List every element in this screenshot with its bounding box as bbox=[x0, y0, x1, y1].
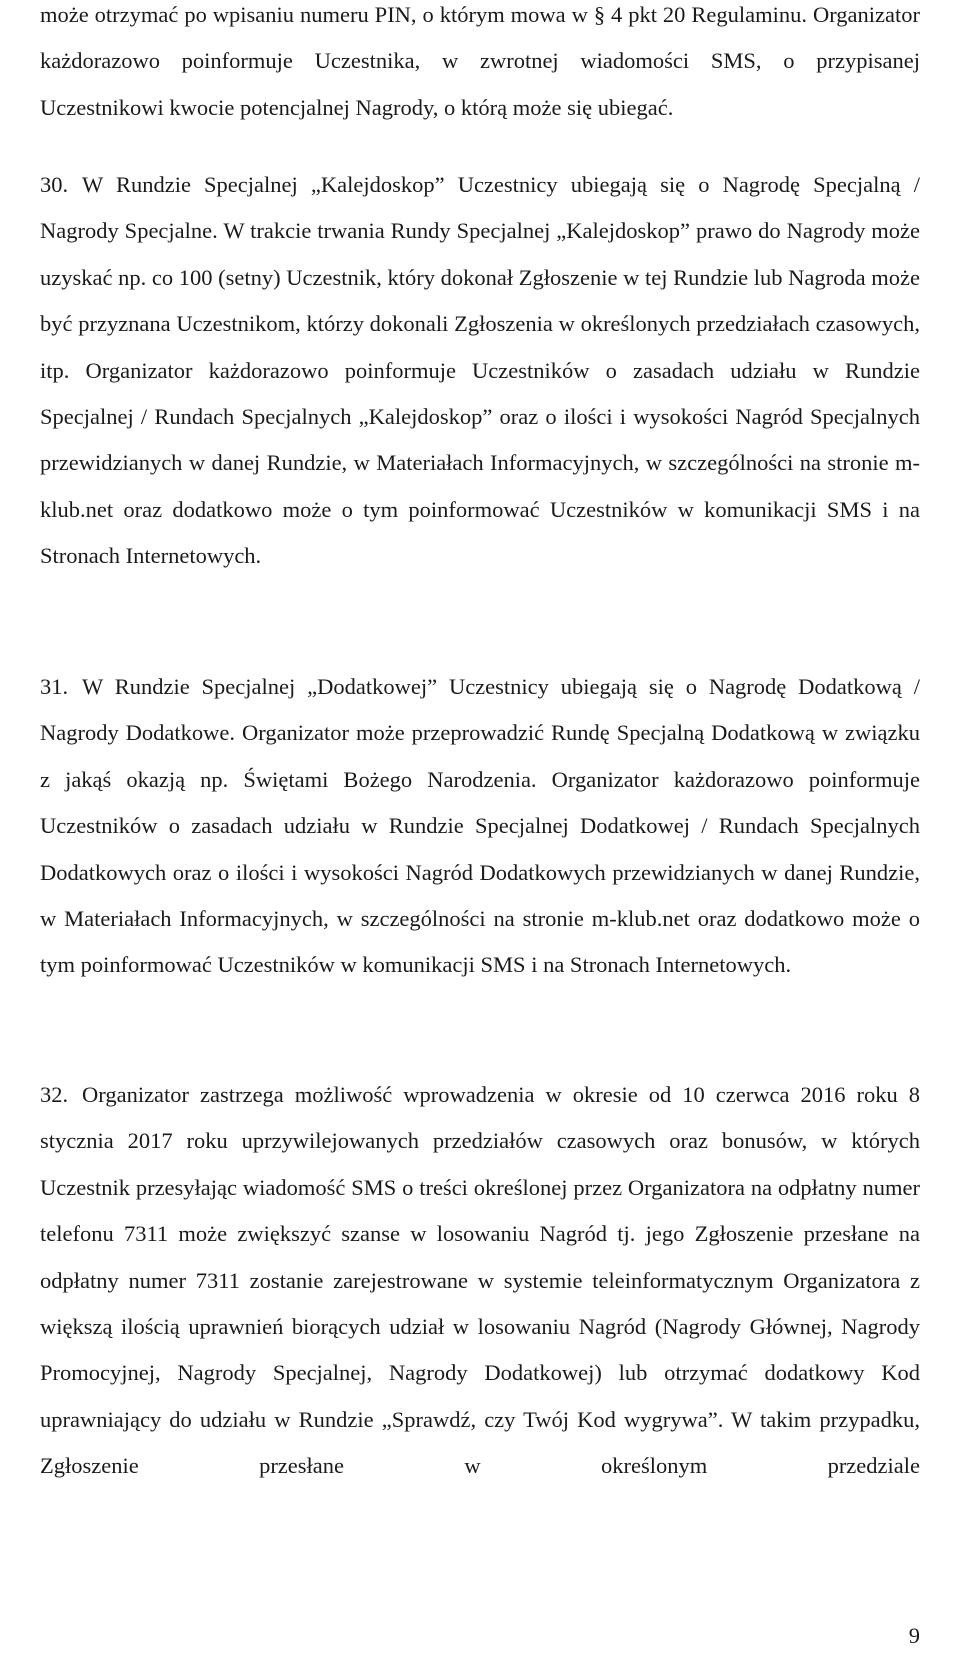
list-item-31 bbox=[40, 664, 920, 989]
page-number: 9 bbox=[908, 1623, 920, 1648]
list-item-number: 30. bbox=[40, 172, 69, 197]
list-item-number: 32. bbox=[40, 1082, 69, 1107]
list-item-text: W Rundzie Specjalnej „Kalejdoskop” Uczestnicy ubiegają się o Nagrodę Specjalną / Nagrody Specjalne. W trakcie trwania Rundy Specjalnej „Kalejdoskop” prawo do Nagrody może uzyskać np. co 100 (setny) Uczestnik, który dokonał Zgłoszenie w tej Rundzie lub Nagroda może być przyznana Uczestnikom, którzy dokonali Zgłoszenia w określonych przedziałach czasowych, itp. Organizator każdorazowo poinformuje Uczestników o zasadach udziału w Rundzie Specjalnej / Rundach Specjalnych „Kalejdoskop” oraz o ilości i wysokości Nagród Specjalnych przewidzianych w danej Rundzie, w Materiałach Informacyjnych, w szczególności na stronie m-klub.net oraz dodatkowo może o tym poinformować Uczestników w komunikacji SMS i na Stronach Internetowych. bbox=[40, 172, 920, 569]
list-item-30 bbox=[40, 162, 920, 580]
list-item-text: Organizator zastrzega możliwość wprowadzenia w okresie od 10 czerwca 2016 roku 8 stycznia 2017 roku uprzywilejowanych przedziałów czasowych oraz bonusów, w których Uczestnik przesyłając wiadomość SMS o treści określonej przez Organizatora na odpłatny numer telefonu 7311 może zwiększyć szanse w losowaniu Nagród tj. jego Zgłoszenie przesłane na odpłatny numer 7311 zostanie zarejestrowane w systemie teleinformatycznym Organizatora z większą ilością uprawnień biorących udział w losowaniu Nagród (Nagrody Głównej, Nagrody Promocyjnej, Nagrody Specjalnej, Nagrody Dodatkowej) lub otrzymać dodatkowy Kod uprawniający do udziału w Rundzie „Sprawdź, czy Twój Kod wygrywa”. W takim przypadku, Zgłoszenie przesłane w określonym przedziale bbox=[40, 1082, 920, 1479]
intro-paragraph: może otrzymać po wpisaniu numeru PIN, o którym mowa w § 4 pkt 20 Regulaminu. Organizator każdorazowo poinformuje Uczestnika, w zwrotnej wiadomości SMS, o przypisanej Uczestnikowi kwocie potencjalnej Nagrody, o którą może się ubiegać. bbox=[40, 2, 920, 120]
list-item-number: 31. bbox=[40, 674, 69, 699]
list-item-32 bbox=[40, 1072, 920, 1490]
list-item-text: W Rundzie Specjalnej „Dodatkowej” Uczestnicy ubiegają się o Nagrodę Dodatkową / Nagrody Dodatkowe. Organizator może przeprowadzić Rundę Specjalną Dodatkową w związku z jakąś okazją np. Świętami Bożego Narodzenia. Organizator każdorazowo poinformuje Uczestników o zasadach udziału w Rundzie Specjalnej Dodatkowej / Rundach Specjalnych Dodatkowych oraz o ilości i wysokości Nagród Dodatkowych przewidzianych w danej Rundzie, w Materiałach Informacyjnych, w szczególności na stronie m-klub.net oraz dodatkowo może o tym poinformować Uczestników w komunikacji SMS i na Stronach Internetowych. bbox=[40, 674, 920, 978]
